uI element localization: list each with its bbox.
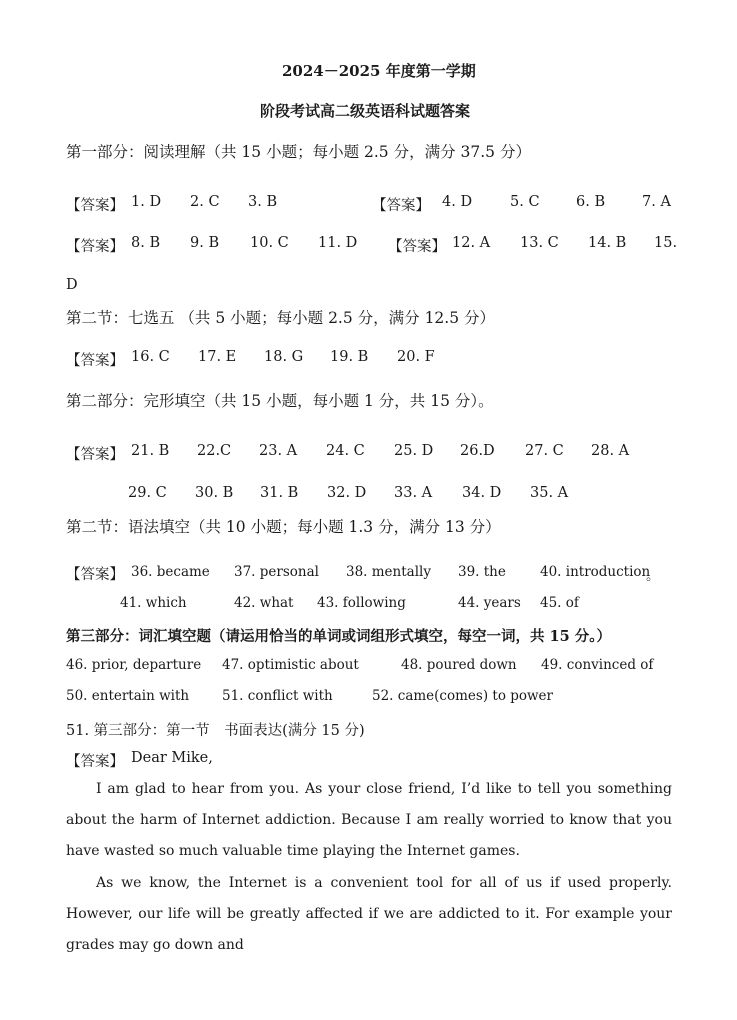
answer-30: 30. B bbox=[195, 485, 234, 501]
answer-11: 11. D bbox=[318, 235, 358, 251]
answer-9: 9. B bbox=[190, 235, 220, 251]
answer-20: 20. F bbox=[397, 349, 435, 365]
answer-35: 35. A bbox=[530, 485, 569, 501]
answer-16: 16. C bbox=[131, 349, 170, 365]
answer-52: 52. came(comes) to power bbox=[372, 688, 554, 704]
letter-paragraph-1-text: I am glad to hear from you. As your close friend, I’d like to tell you something about the harm of Internet addiction. Because I am really worried to know that you have wasted so much valuable time playing the Internet games. bbox=[66, 781, 672, 859]
doc-title-main: 阶段考试高二级英语科试题答案 bbox=[260, 102, 471, 120]
answer-7: 7. A bbox=[642, 194, 671, 210]
answer-51: 51. conflict with bbox=[222, 688, 333, 704]
answer-45: 45. of bbox=[540, 595, 579, 611]
answer-32: 32. D bbox=[327, 485, 367, 501]
part2-heading: 第二部分：完形填空（共 15 小题，每小题 1 分，共 15 分）。 bbox=[66, 392, 494, 410]
part2-sec2-heading: 第二节：语法填空（共 10 小题；每小题 1.3 分，满分 13 分） bbox=[66, 518, 501, 536]
answer-38: 38. mentally bbox=[346, 564, 431, 580]
answer-8: 8. B bbox=[131, 235, 161, 251]
answer-34: 34. D bbox=[462, 485, 502, 501]
letter-paragraph-2-text: As we know, the Internet is a convenient tool for all of us if used properly. However, our life will be greatly affected if we are addicted to it. For example your grades may go down and bbox=[66, 875, 672, 953]
answer-46: 46. prior, departure bbox=[66, 657, 202, 673]
answer-tag: 【答案】 bbox=[66, 754, 124, 770]
answer-22: 22.C bbox=[197, 443, 232, 459]
answer-tag: 【答案】 bbox=[66, 447, 124, 463]
answer-tag: 【答案】 bbox=[66, 198, 124, 214]
answer-tag: 【答案】 bbox=[66, 567, 124, 583]
answer-31: 31. B bbox=[260, 485, 299, 501]
answer-21: 21. B bbox=[131, 443, 170, 459]
answer-39: 39. the bbox=[458, 564, 506, 580]
answer-49: 49. convinced of bbox=[541, 657, 654, 673]
answer-19: 19. B bbox=[330, 349, 369, 365]
answer-42: 42. what bbox=[234, 595, 294, 611]
answer-6: 6. B bbox=[576, 194, 606, 210]
writing-heading: 51. 第三部分：第一节 书面表达(满分 15 分) bbox=[66, 723, 365, 739]
part1-heading: 第一部分：阅读理解（共 15 小题；每小题 2.5 分，满分 37.5 分） bbox=[66, 143, 531, 161]
answer-10: 10. C bbox=[250, 235, 289, 251]
answer-3: 3. B bbox=[248, 194, 278, 210]
part1-sec2-heading: 第二节：七选五 （共 5 小题；每小题 2.5 分，满分 12.5 分） bbox=[66, 309, 496, 327]
answer-15-value: D bbox=[66, 277, 78, 293]
answer-5: 5. C bbox=[510, 194, 540, 210]
answer-41: 41. which bbox=[120, 595, 187, 611]
letter-paragraph-2 bbox=[66, 868, 672, 961]
letter-paragraph-1 bbox=[66, 774, 672, 867]
answer-28: 28. A bbox=[591, 443, 630, 459]
answer-27: 27. C bbox=[525, 443, 564, 459]
answer-13: 13. C bbox=[520, 235, 559, 251]
doc-title-term: 2024－2025 年度第一学期 bbox=[282, 62, 476, 80]
answer-1: 1. D bbox=[131, 194, 162, 210]
answer-26: 26.D bbox=[460, 443, 495, 459]
answer-29: 29. C bbox=[128, 485, 167, 501]
answer-47: 47. optimistic about bbox=[222, 657, 359, 673]
answer-33: 33. A bbox=[394, 485, 433, 501]
answer-tag: 【答案】 bbox=[372, 198, 430, 214]
answer-14: 14. B bbox=[588, 235, 627, 251]
answer-18: 18. G bbox=[264, 349, 304, 365]
answer-12: 12. A bbox=[452, 235, 491, 251]
answer-17: 17. E bbox=[198, 349, 237, 365]
answer-23: 23. A bbox=[259, 443, 298, 459]
answer-40: 40. introduction bbox=[540, 564, 651, 580]
answer-15: 15. bbox=[654, 235, 678, 251]
letter-greeting: Dear Mike, bbox=[131, 750, 213, 766]
answer-40-period: 。 bbox=[646, 568, 660, 584]
answer-25: 25. D bbox=[394, 443, 434, 459]
part3-heading: 第三部分：词汇填空题（请运用恰当的单词或词组形式填空，每空一词，共 15 分。） bbox=[66, 628, 612, 645]
answer-37: 37. personal bbox=[234, 564, 319, 580]
answer-44: 44. years bbox=[458, 595, 521, 611]
answer-tag: 【答案】 bbox=[388, 239, 446, 255]
answer-4: 4. D bbox=[442, 194, 473, 210]
answer-36: 36. became bbox=[131, 564, 210, 580]
answer-2: 2. C bbox=[190, 194, 220, 210]
answer-50: 50. entertain with bbox=[66, 688, 190, 704]
answer-24: 24. C bbox=[326, 443, 365, 459]
answer-tag: 【答案】 bbox=[66, 353, 124, 369]
answer-48: 48. poured down bbox=[401, 657, 517, 673]
answer-43: 43. following bbox=[317, 595, 406, 611]
answer-tag: 【答案】 bbox=[66, 239, 124, 255]
